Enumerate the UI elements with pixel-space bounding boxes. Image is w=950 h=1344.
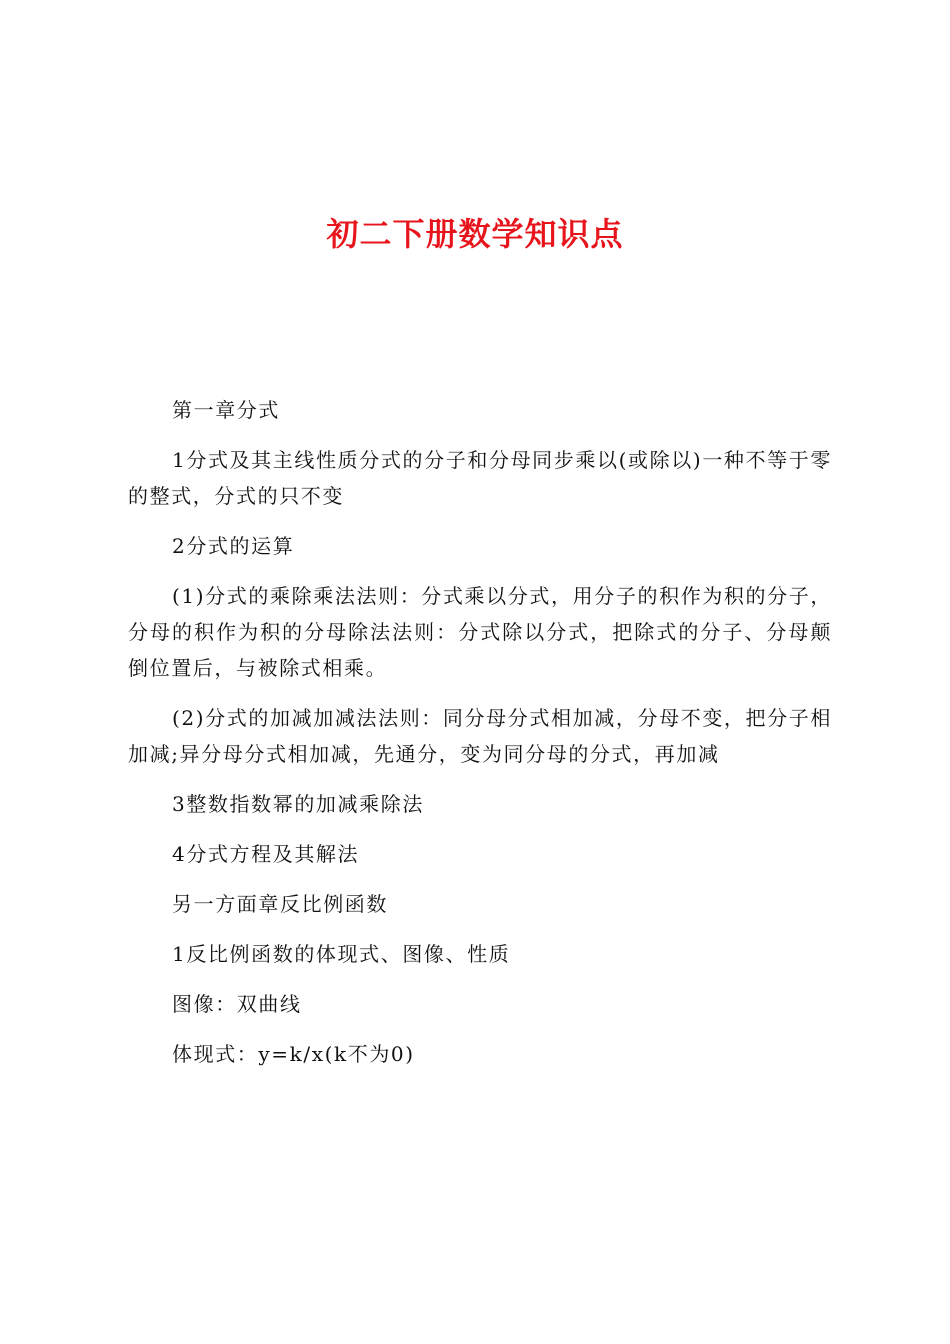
paragraph: 1分式及其主线性质分式的分子和分母同步乘以(或除以)一种不等于零的整式，分式的只不变 (128, 448, 832, 508)
chapter-heading: 第一章分式 (172, 398, 280, 422)
paragraph: (2)分式的加减加减法法则：同分母分式相加减，分母不变，把分子相加减;异分母分式相加减，先通分，变为同分母的分式，再加减 (128, 706, 832, 766)
section-heading: 3整数指数幂的加减乘除法 (172, 792, 424, 816)
document-body (128, 392, 832, 1086)
paragraph: (1)分式的乘除乘法法则：分式乘以分式，用分子的积作为积的分子，分母的积作为积的分母除法法则：分式除以分式，把除式的分子、分母颠倒位置后，与被除式相乘。 (128, 584, 832, 680)
section-heading: 4分式方程及其解法 (172, 842, 360, 866)
paragraph: 图像：双曲线 (172, 992, 302, 1016)
document-title: 初二下册数学知识点 (326, 215, 624, 253)
section-heading: 2分式的运算 (172, 534, 295, 558)
section-heading: 1反比例函数的体现式、图像、性质 (172, 942, 511, 966)
paragraph: 体现式：y=k/x(k不为0) (172, 1042, 415, 1066)
chapter-heading: 另一方面章反比例函数 (172, 892, 388, 916)
